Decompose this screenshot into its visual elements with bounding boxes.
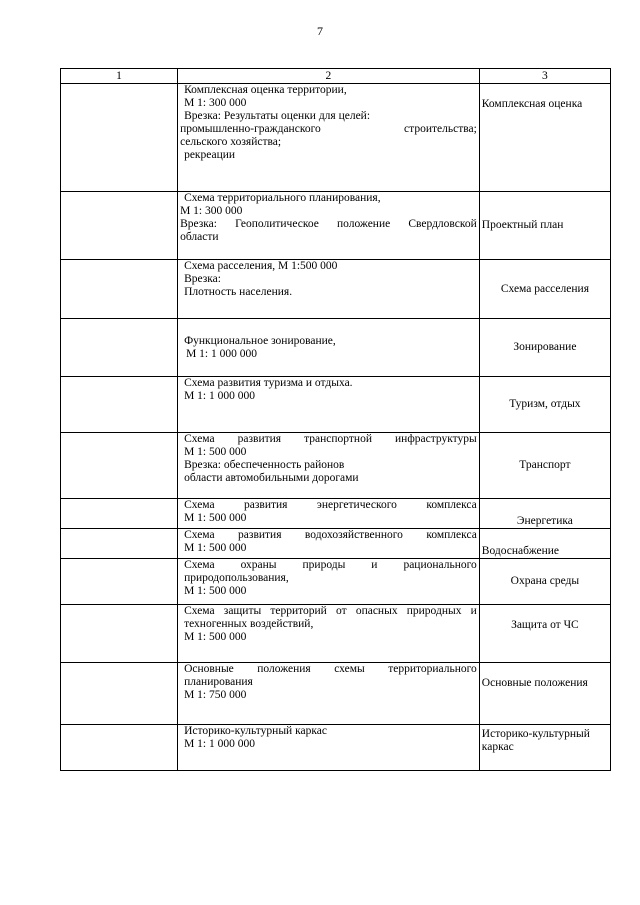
description-line: М 1: 300 000 — [180, 205, 243, 217]
description-line: Схема развития водохозяйственного комплекса — [184, 529, 477, 541]
row-category: Энергетика — [479, 499, 610, 529]
table-row — [61, 84, 611, 192]
description-line: Врезка: Геополитическое положение Свердловской — [180, 218, 477, 230]
description-line: М 1: 500 000 — [184, 512, 247, 524]
row-cell-empty — [61, 559, 178, 605]
description-line: области — [180, 231, 219, 243]
row-cell-empty — [61, 663, 178, 725]
description-line: М 1: 750 000 — [184, 689, 247, 701]
table-row — [61, 559, 611, 605]
row-category: Защита от ЧС — [479, 605, 610, 663]
description-line: техногенных воздействий, — [184, 618, 314, 630]
row-description — [178, 725, 480, 771]
description-line: Историко-культурный каркас — [184, 725, 327, 737]
row-description — [178, 559, 480, 605]
row-description — [178, 433, 480, 499]
row-cell-empty — [61, 605, 178, 663]
description-line: М 1: 1 000 000 — [184, 390, 255, 402]
row-category: Комплексная оценка — [479, 84, 610, 192]
row-category: Зонирование — [479, 319, 610, 377]
row-cell-empty — [61, 260, 178, 319]
table-row — [61, 192, 611, 260]
row-cell-empty — [61, 192, 178, 260]
row-category: Туризм, отдых — [479, 377, 610, 433]
table-row — [61, 529, 611, 559]
description-line: Схема территориального планирования, — [184, 192, 381, 204]
table-row — [61, 725, 611, 771]
description-line: сельского хозяйства; — [180, 136, 282, 148]
row-category: Транспорт — [479, 433, 610, 499]
table-row — [61, 605, 611, 663]
description-line: Схема развития транспортной инфраструктуры — [184, 433, 477, 445]
row-cell-empty — [61, 529, 178, 559]
row-description — [178, 377, 480, 433]
row-description — [178, 605, 480, 663]
table-row — [61, 260, 611, 319]
column-header-1: 1 — [61, 69, 178, 84]
description-line: Врезка: — [184, 273, 221, 285]
description-line: природопользования, — [184, 572, 289, 584]
description-line: Схема защиты территорий от опасных природных и — [184, 605, 477, 617]
table-row — [61, 319, 611, 377]
description-line: Плотность населения. — [184, 286, 293, 298]
description-line: М 1: 500 000 — [184, 585, 247, 597]
description-line: Схема развития туризма и отдыха. — [184, 377, 353, 389]
row-cell-empty — [61, 377, 178, 433]
description-line: промышленно-гражданского строительства; — [180, 123, 477, 135]
description-line: Схема расселения, М 1:500 000 — [184, 260, 338, 272]
description-line: М 1: 500 000 — [184, 446, 247, 458]
description-line: Комплексная оценка территории, — [184, 84, 347, 96]
description-line: М 1: 500 000 — [184, 631, 247, 643]
table-row — [61, 377, 611, 433]
description-line: планирования — [184, 676, 253, 688]
row-description — [178, 84, 480, 192]
row-description — [178, 260, 480, 319]
column-header-2: 2 — [178, 69, 480, 84]
description-line: Врезка: Результаты оценки для целей: — [184, 110, 371, 122]
description-line: Схема развития энергетического комплекса — [184, 499, 477, 511]
description-line: Функциональное зонирование, — [184, 334, 336, 347]
row-cell-empty — [61, 319, 178, 377]
table-header-row — [61, 69, 611, 84]
description-line: М 1: 500 000 — [184, 542, 247, 554]
row-category: Проектный план — [479, 192, 610, 260]
description-line: Основные положения схемы территориального — [184, 663, 477, 675]
description-line: рекреации — [184, 149, 236, 161]
row-category: Схема расселения — [479, 260, 610, 319]
page-number: 7 — [317, 24, 323, 38]
table-row — [61, 499, 611, 529]
row-cell-empty — [61, 725, 178, 771]
row-cell-empty — [61, 433, 178, 499]
table-row — [61, 433, 611, 499]
row-description — [178, 319, 480, 377]
description-line: области автомобильными дорогами — [184, 472, 359, 484]
description-line: М 1: 1 000 000 — [184, 738, 255, 750]
row-category: Охрана среды — [479, 559, 610, 605]
row-cell-empty — [61, 499, 178, 529]
row-category: Основные положения — [479, 663, 610, 725]
row-description — [178, 192, 480, 260]
row-description — [178, 529, 480, 559]
table-row — [61, 663, 611, 725]
description-line: Схема охраны природы и рационального — [184, 559, 477, 571]
row-description — [178, 499, 480, 529]
row-cell-empty — [61, 84, 178, 192]
document-table — [60, 68, 611, 771]
description-line: М 1: 1 000 000 — [186, 347, 257, 360]
description-line: Врезка: обеспеченность районов — [184, 459, 345, 471]
row-category: Водоснабжение — [479, 529, 610, 559]
column-header-3: 3 — [479, 69, 610, 84]
row-description — [178, 663, 480, 725]
row-category: Историко-культурный каркас — [479, 725, 610, 771]
description-line: М 1: 300 000 — [184, 97, 247, 109]
